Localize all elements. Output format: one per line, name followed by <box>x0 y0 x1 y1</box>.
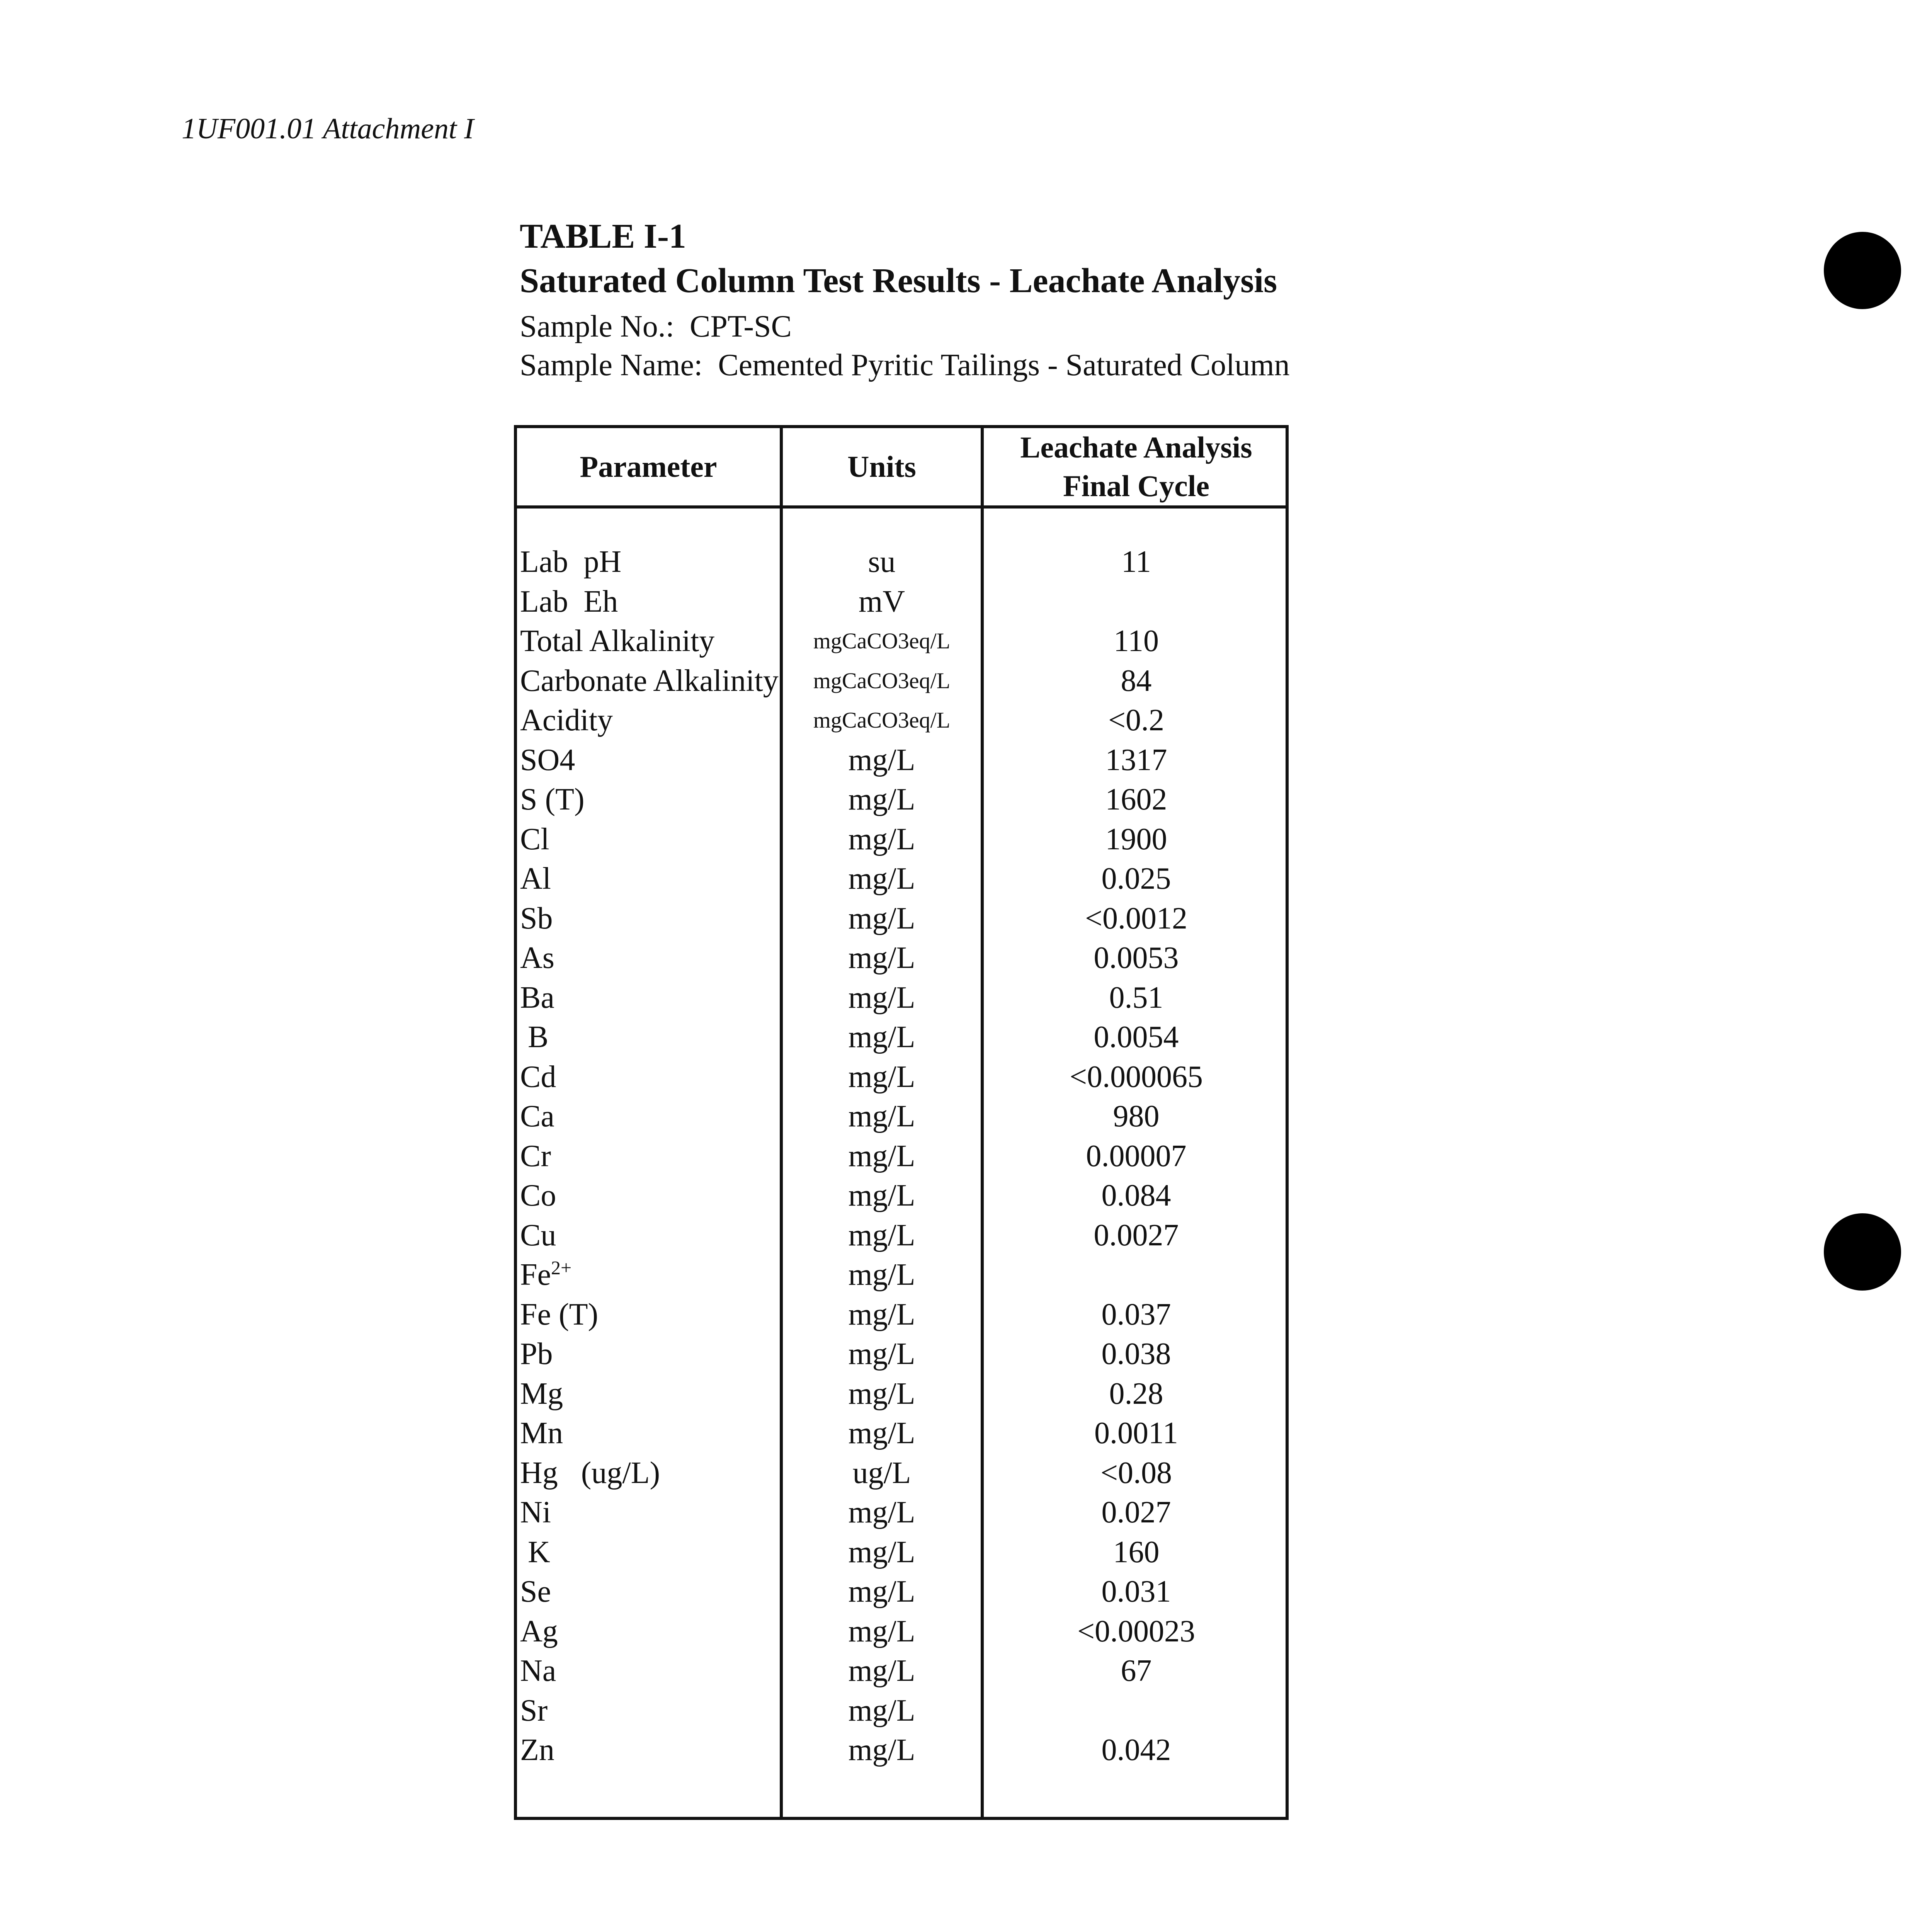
table-row <box>517 1097 1286 1136</box>
table-row <box>517 701 1286 740</box>
table-row <box>517 1493 1286 1532</box>
table-row <box>517 820 1286 859</box>
cell-units: mg/L <box>848 1575 915 1609</box>
cell-parameter: Mg <box>520 1376 563 1411</box>
cell-parameter: Cl <box>520 822 549 856</box>
cell-value: 0.28 <box>1109 1376 1163 1411</box>
table-row <box>517 1651 1286 1690</box>
table-row <box>517 582 1286 621</box>
cell-value: <0.000065 <box>1069 1060 1203 1094</box>
table-row <box>517 1017 1286 1057</box>
cell-parameter: Se <box>520 1575 551 1609</box>
cell-parameter: Acidity <box>520 703 613 737</box>
cell-units: mg/L <box>848 1733 915 1767</box>
cell-units: mg/L <box>848 941 915 975</box>
cell-value: <0.0012 <box>1085 901 1188 935</box>
table-row <box>517 1532 1286 1572</box>
cell-value: 1317 <box>1105 743 1167 777</box>
cell-parameter: Sr <box>520 1693 548 1728</box>
cell-parameter: B <box>520 1020 549 1054</box>
header-final-cycle <box>984 428 1289 505</box>
table-row <box>517 780 1286 819</box>
cell-value: 0.042 <box>1101 1733 1171 1767</box>
cell-parameter: SO4 <box>520 743 575 777</box>
cell-units: mg/L <box>848 1139 915 1173</box>
cell-units: mg/L <box>848 1297 915 1332</box>
cell-parameter: Fe (T) <box>520 1297 599 1332</box>
cell-parameter: Pb <box>520 1337 553 1371</box>
cell-units: mg/L <box>848 1179 915 1213</box>
cell-parameter: S (T) <box>520 782 585 816</box>
cell-parameter: Hg (ug/L) <box>520 1456 660 1490</box>
cell-units: mg/L <box>848 1060 915 1094</box>
cell-units: su <box>868 545 896 579</box>
table-row <box>517 1216 1286 1255</box>
table-row <box>517 1136 1286 1176</box>
cell-units: mg/L <box>848 1495 915 1529</box>
punch-hole <box>1824 232 1901 309</box>
document-reference: 1UF001.01 Attachment I <box>182 112 474 145</box>
cell-parameter: $Fe^{2+}$ <box>520 1257 572 1292</box>
table-row <box>517 1255 1286 1294</box>
cell-parameter: K <box>520 1535 550 1569</box>
cell-value: 0.025 <box>1101 862 1171 896</box>
cell-parameter: Ba <box>520 980 554 1015</box>
cell-value: 0.037 <box>1101 1297 1171 1332</box>
cell-units: mg/L <box>848 1337 915 1371</box>
table-row <box>517 1374 1286 1413</box>
table-row <box>517 1057 1286 1097</box>
cell-units: mgCaCO3eq/L <box>813 707 951 733</box>
table-row <box>517 899 1286 938</box>
cell-units: mg/L <box>848 1258 915 1292</box>
cell-parameter: Ni <box>520 1495 551 1529</box>
cell-parameter: Na <box>520 1654 556 1688</box>
cell-units: mg/L <box>848 822 915 856</box>
cell-value: 160 <box>1113 1535 1160 1569</box>
table-row <box>517 1691 1286 1730</box>
table-row <box>517 978 1286 1017</box>
table-row <box>517 1453 1286 1493</box>
cell-parameter: Lab Eh <box>520 584 618 619</box>
table-row <box>517 1295 1286 1334</box>
table-row <box>517 1334 1286 1374</box>
table-row <box>517 1612 1286 1651</box>
cell-parameter: Cr <box>520 1139 551 1173</box>
cell-parameter: Cu <box>520 1218 556 1252</box>
cell-parameter: Ag <box>520 1614 558 1648</box>
cell-parameter: As <box>520 941 554 975</box>
table-row <box>517 1572 1286 1611</box>
table-row <box>517 1730 1286 1770</box>
cell-value: 0.027 <box>1101 1495 1171 1529</box>
cell-value: 0.0027 <box>1094 1218 1179 1252</box>
cell-units: mg/L <box>848 782 915 816</box>
cell-value: 0.0054 <box>1094 1020 1179 1054</box>
cell-value: 0.031 <box>1101 1575 1171 1609</box>
sample-number: Sample No.: CPT-SC <box>520 310 792 344</box>
parameter-superscript: 2+ <box>551 1257 572 1279</box>
cell-units: mg/L <box>848 980 915 1015</box>
cell-value: <0.2 <box>1108 703 1165 737</box>
cell-units: ug/L <box>852 1456 911 1490</box>
cell-units: mg/L <box>848 1099 915 1133</box>
cell-parameter: Cd <box>520 1060 556 1094</box>
sample-name: Sample Name: Cemented Pyritic Tailings - Saturated Column <box>520 348 1290 382</box>
cell-units: mV <box>859 584 905 619</box>
cell-value: 1900 <box>1105 822 1167 856</box>
cell-units: mg/L <box>848 1376 915 1411</box>
table-title: Saturated Column Test Results - Leachate Analysis <box>520 262 1277 300</box>
header-divider <box>517 505 1286 509</box>
cell-value: 1602 <box>1105 782 1167 816</box>
table-number: TABLE I-1 <box>520 217 686 255</box>
cell-parameter: Co <box>520 1179 556 1213</box>
cell-parameter: Zn <box>520 1733 554 1767</box>
table-row <box>517 542 1286 582</box>
cell-value: <0.00023 <box>1077 1614 1196 1648</box>
cell-units: mg/L <box>848 1218 915 1252</box>
cell-parameter: Ca <box>520 1099 554 1133</box>
cell-value: 11 <box>1121 545 1151 579</box>
cell-units: mgCaCO3eq/L <box>813 668 951 693</box>
table-row <box>517 1413 1286 1453</box>
cell-units: mg/L <box>848 1535 915 1569</box>
cell-units: mg/L <box>848 1614 915 1648</box>
cell-parameter: Al <box>520 862 551 896</box>
header-final-line2: Final Cycle <box>1063 469 1210 503</box>
cell-units: mg/L <box>848 901 915 935</box>
cell-value: 0.0053 <box>1094 941 1179 975</box>
cell-units: mg/L <box>848 1416 915 1450</box>
table-row <box>517 621 1286 661</box>
table-row <box>517 1176 1286 1215</box>
table-row <box>517 661 1286 701</box>
cell-value: 84 <box>1121 663 1152 698</box>
cell-parameter: Lab pH <box>520 545 622 579</box>
punch-hole <box>1824 1213 1901 1291</box>
cell-value: 0.0011 <box>1094 1416 1179 1450</box>
cell-value: 0.51 <box>1109 980 1163 1015</box>
results-table <box>514 425 1289 1820</box>
cell-value: 0.00007 <box>1086 1139 1187 1173</box>
cell-value: 0.038 <box>1101 1337 1171 1371</box>
cell-parameter: Total Alkalinity <box>520 624 715 658</box>
header-final-line1: Leachate Analysis <box>1020 430 1252 464</box>
table-row <box>517 859 1286 898</box>
cell-units: mgCaCO3eq/L <box>813 628 951 653</box>
cell-units: mg/L <box>848 1020 915 1054</box>
table-row <box>517 938 1286 978</box>
cell-units: mg/L <box>848 743 915 777</box>
cell-value: 0.084 <box>1101 1179 1171 1213</box>
cell-units: mg/L <box>848 1654 915 1688</box>
cell-value: 980 <box>1113 1099 1160 1133</box>
cell-value: 67 <box>1121 1654 1152 1688</box>
cell-parameter: Carbonate Alkalinity <box>520 663 779 698</box>
table-row <box>517 740 1286 780</box>
header-parameter: Parameter <box>580 450 717 483</box>
cell-parameter: Sb <box>520 901 553 935</box>
cell-units: mg/L <box>848 1693 915 1728</box>
cell-units: mg/L <box>848 862 915 896</box>
cell-parameter: Mn <box>520 1416 563 1450</box>
cell-value: 110 <box>1113 624 1159 658</box>
cell-value: <0.08 <box>1100 1456 1172 1490</box>
header-units: Units <box>847 450 916 483</box>
